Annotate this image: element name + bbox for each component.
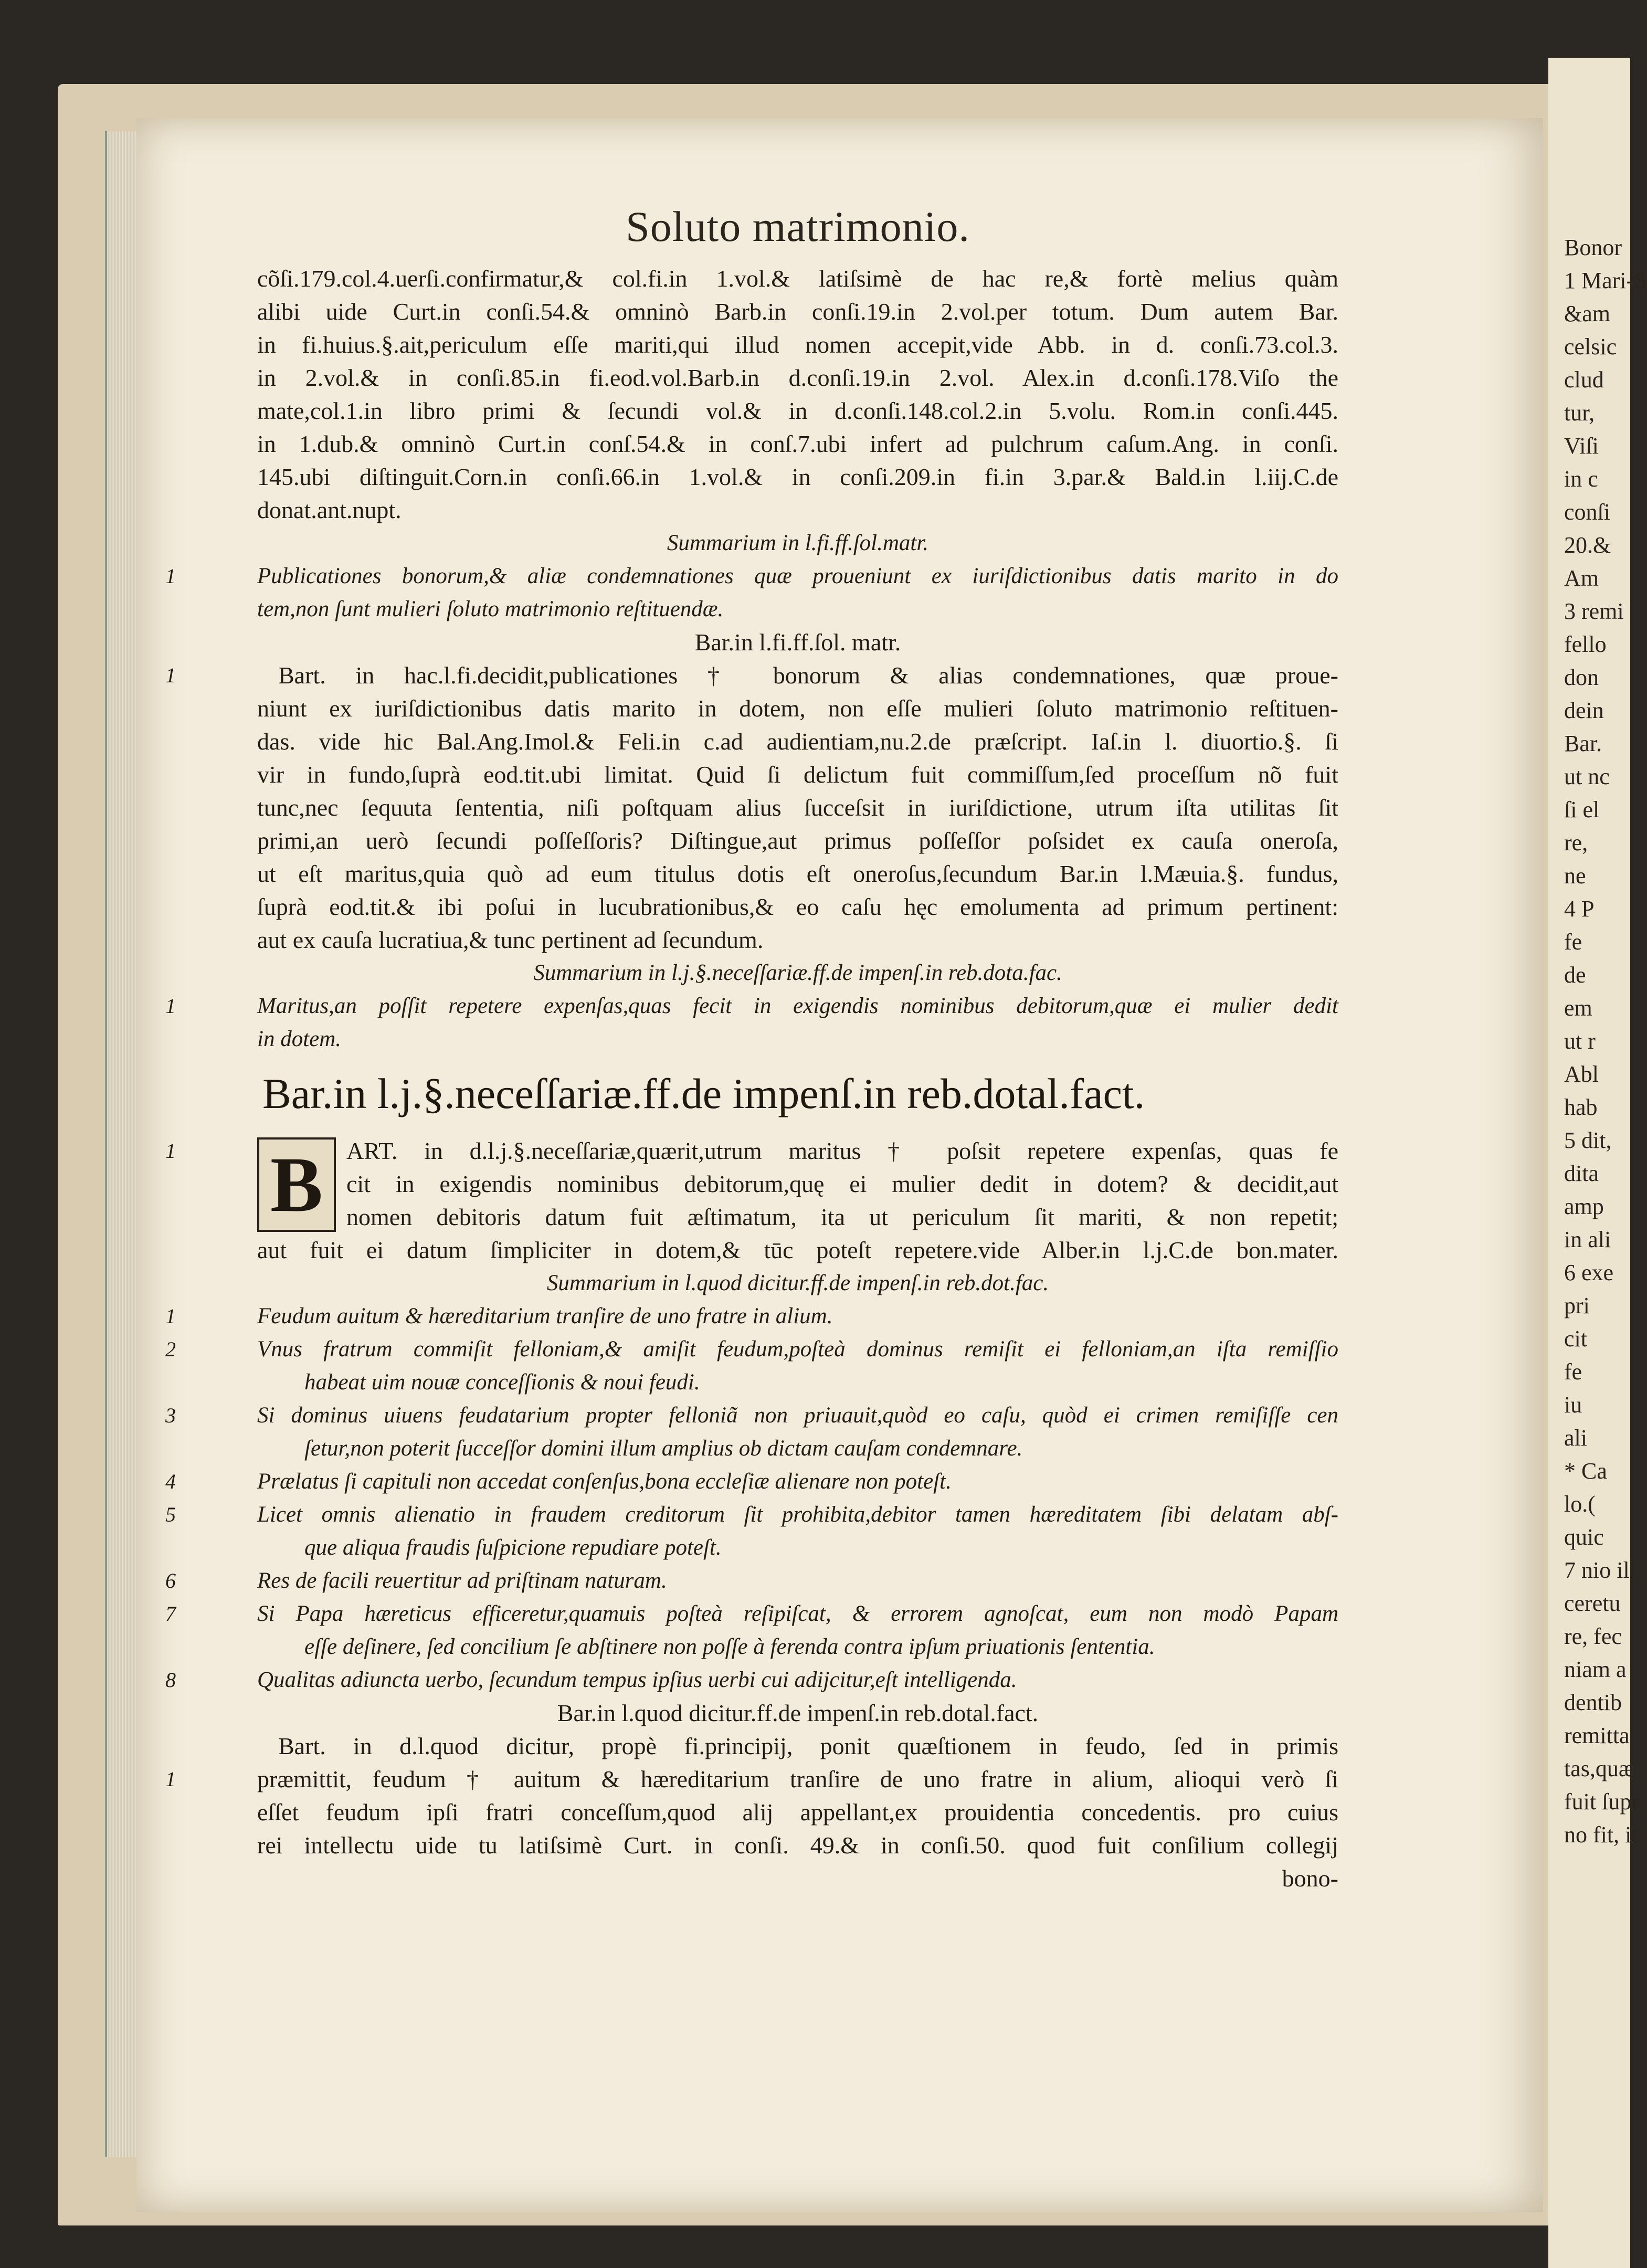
text-line — [257, 1829, 1338, 1862]
facing-page-line: remitta — [1564, 1723, 1630, 1748]
initial-paragraph — [165, 1134, 1338, 1233]
facing-page-line: cit — [1564, 1326, 1587, 1352]
facing-page-line: quic — [1564, 1524, 1604, 1550]
facing-page-line: dein — [1564, 698, 1604, 723]
text-line — [257, 1796, 1338, 1829]
text-line — [257, 427, 1338, 460]
line-text: das. vide hic Bal.Ang.Imol.& Feli.in c.ad audientiam,nu.2.de præſcript. Iaſ.in l. diuortio.§. ſi — [257, 728, 1338, 755]
text-line — [257, 460, 1338, 493]
text-line — [257, 328, 1338, 361]
facing-page-line: hab — [1564, 1094, 1598, 1120]
facing-page-line: dita — [1564, 1161, 1599, 1186]
line-text: Bart. in d.l.quod dicitur, propè fi.principij, ponit quæſtionem in feudo, ſed in primis — [278, 1733, 1338, 1759]
text-line — [257, 1729, 1338, 1763]
facing-page-line: niam a — [1564, 1657, 1627, 1682]
facing-page-line: &am — [1564, 301, 1610, 326]
text-line — [257, 890, 1338, 923]
line-text: cõſi.179.col.4.uerſi.confirmatur,& col.fi.in 1.vol.& latiſsimè de hac re,& fortè melius quàm — [257, 265, 1338, 292]
margin-number: 3 — [165, 1404, 176, 1427]
text-line — [257, 295, 1338, 328]
summary-line — [165, 1465, 1338, 1498]
margin-number: 5 — [165, 1503, 176, 1526]
final-paragraph — [165, 1729, 1338, 1895]
text-line — [257, 824, 1338, 857]
facing-page-line: Bar. — [1564, 731, 1602, 756]
summary-title: Summarium in l.quod dicitur.ff.de impenſ.in reb.dot.fac. — [546, 1271, 1049, 1295]
facing-page-line: lo.( — [1564, 1491, 1596, 1517]
line-text: tunc,nec ſequuta ſententia, niſi poſtquam alius ſucceſsit in iuriſdictione, utrum iſta utilitas ſit — [257, 794, 1338, 821]
facing-page-line: 7 nio ill — [1564, 1557, 1636, 1583]
summary-line — [165, 1333, 1338, 1366]
line-text: alibi uide Curt.in conſi.54.& omninò Barb.in conſi.19.in 2.vol.per totum. Dum autem Bar. — [257, 298, 1338, 325]
facing-page-line: de — [1564, 962, 1586, 988]
facing-page-line: Am — [1564, 565, 1599, 591]
summary-line — [165, 1663, 1338, 1696]
facing-page-line: Viſi — [1564, 433, 1599, 459]
text-line — [257, 857, 1338, 890]
summary-line — [257, 1366, 1338, 1399]
paragraph — [257, 262, 1338, 526]
facing-page-line: clud — [1564, 367, 1604, 393]
line-text: in 1.dub.& omninò Curt.in conſ.54.& in conſ.7.ubi infert ad pulchrum caſum.Ang. in conſi. — [257, 430, 1338, 457]
text-line — [257, 361, 1338, 394]
line-text: aut ex cauſa lucratiua,& tunc pertinent ad ſecundum. — [257, 926, 764, 953]
line-text: que aliqua fraudis ſuſpicione repudiare poteſt. — [304, 1535, 722, 1560]
line-text: mate,col.1.in libro primi & ſecundi vol.& in d.conſi.148.col.2.in 5.volu. Rom.in conſi.445. — [257, 397, 1338, 424]
center-heading: Bar.in l.quod dicitur.ff.de impenſ.in reb.dotal.fact. — [557, 1700, 1039, 1726]
facing-page-line: ut r — [1564, 1028, 1596, 1054]
text-line — [257, 394, 1338, 427]
body-blocks — [165, 262, 1338, 1056]
facing-page-line: tas,quæ — [1564, 1756, 1634, 1781]
facing-page-line: Abl — [1564, 1061, 1599, 1087]
after-initial-line — [257, 1233, 1338, 1267]
section-heading: Bar.in l.j.§.neceſſariæ.ff.de impenſ.in reb.dotal.fact. — [262, 1070, 1145, 1117]
text-line — [257, 692, 1338, 725]
text-line — [165, 659, 1338, 692]
facing-page-line: in c — [1564, 466, 1598, 492]
facing-page-line: 20.& — [1564, 532, 1611, 558]
facing-page-line: tur, — [1564, 400, 1595, 426]
line-text: rei intellectu uide tu latiſsimè Curt. in conſi. 49.& in conſi.50. quod fuit conſilium collegij — [257, 1832, 1338, 1859]
line-text: niunt ex iuriſdictionibus datis marito in dotem, non eſſe mulieri ſoluto matrimonio reſtituen- — [257, 695, 1338, 722]
line-text: cit in exigendis nominibus debitorum,quę ei mulier dedit in dotem? & decidit,aut — [346, 1170, 1338, 1197]
line-text: in 2.vol.& in conſi.85.in fi.eod.vol.Barb.in d.conſi.19.in 2.vol. Alex.in d.conſi.178.Viſo the — [257, 364, 1338, 391]
facing-page-line: 4 P — [1564, 896, 1595, 922]
line-text: in dotem. — [257, 1027, 342, 1051]
line-text: vir in fundo,ſuprà eod.tit.ubi limitat. Quid ſi delictum fuit commiſſum,ſed proceſſum nõ fuit — [257, 761, 1338, 788]
margin-number: 1 — [165, 1139, 176, 1163]
text-line — [165, 1763, 1338, 1796]
facing-page-line: fe — [1564, 1359, 1582, 1385]
margin-number: 6 — [165, 1569, 176, 1592]
line-text: ART. in d.l.j.§.neceſſariæ,quærit,utrum maritus † poſsit repetere expenſas, quas fe — [346, 1137, 1338, 1164]
center-heading: Bar.in l.fi.ff.ſol. matr. — [694, 629, 901, 656]
facing-page-fragment — [1548, 58, 1647, 2268]
paragraph — [165, 659, 1338, 956]
facing-page-line: amp — [1564, 1194, 1604, 1219]
margin-number: 8 — [165, 1668, 176, 1692]
text-line — [257, 1233, 1338, 1267]
line-text: bono- — [1282, 1865, 1338, 1892]
text-line — [257, 1862, 1338, 1895]
line-text: 145.ubi diſtinguit.Corn.in conſi.66.in 1.vol.& in conſi.209.in fi.in 3.par.& Bald.in l.iij.C.de — [257, 463, 1338, 490]
line-text: Si dominus uiuens feudatarium propter felloniã non priuauit,quòd eo caſu, quòd ei crimen remiſiſſe cen — [257, 1403, 1338, 1428]
facing-page-line: re, — [1564, 830, 1588, 856]
facing-page-line: fello — [1564, 631, 1607, 657]
facing-page-line: pri — [1564, 1293, 1590, 1318]
text-line — [165, 560, 1338, 593]
text-line — [257, 593, 1338, 626]
facing-page-line: conſi — [1564, 499, 1610, 525]
text-line — [257, 923, 1338, 956]
facing-page-line: celsic — [1564, 334, 1617, 360]
text-line — [257, 791, 1338, 824]
summary-line — [165, 1300, 1338, 1333]
line-text: donat.ant.nupt. — [257, 497, 402, 523]
facing-page-line: ceretu — [1564, 1590, 1621, 1616]
summary-line — [257, 1531, 1338, 1564]
summary-line — [165, 1597, 1338, 1630]
line-text: ut eſt maritus,quia quò ad eum titulus dotis eſt oneroſus,ſecundum Bar.in l.Mæuia.§. fundus, — [257, 860, 1338, 887]
line-text: ſetur,non poterit ſucceſſor domini illum amplius ob dictam cauſam condemnare. — [304, 1436, 1023, 1461]
line-text: Si Papa hæreticus efficeretur,quamuis poſteà reſipiſcat, & errorem agnoſcat, eum non modò Papam — [257, 1601, 1338, 1626]
margin-number: 4 — [165, 1470, 176, 1493]
line-text: Publicationes bonorum,& aliæ condemnationes quæ proueniunt ex iuriſdictionibus datis marito in do — [257, 564, 1338, 588]
summary-line — [165, 1498, 1338, 1531]
text-line — [257, 725, 1338, 758]
facing-page-line: ali — [1564, 1425, 1587, 1451]
facing-page-line: Bonor — [1564, 235, 1622, 260]
summary-line — [257, 1630, 1338, 1663]
text-line — [257, 758, 1338, 791]
facing-page-line: fe — [1564, 929, 1582, 955]
margin-number: 1 — [165, 1767, 176, 1791]
line-text: ſuprà eod.tit.& ibi poſui in lucubrationibus,& eo caſu hęc emolumenta ad primum pertinent: — [257, 893, 1338, 920]
summary-line — [165, 1399, 1338, 1432]
summary-line — [165, 1564, 1338, 1597]
line-text: aut fuit ei datum ſimpliciter in dotem,& tūc poteſt repetere.vide Alber.in l.j.C.de bon.mater. — [257, 1237, 1338, 1263]
margin-number: 2 — [165, 1337, 176, 1361]
line-text: eſſe deſinere, ſed concilium ſe abſtinere non poſſe à ferenda contra ipſum priuationis ſententia. — [304, 1634, 1155, 1659]
text-line — [257, 1022, 1338, 1056]
text-line — [257, 262, 1338, 295]
line-text: habeat uim nouæ conceſſionis & noui feudi. — [304, 1370, 700, 1395]
facing-page-line: ſi el — [1564, 797, 1600, 822]
running-head: Soluto matrimonio. — [626, 203, 970, 250]
text-line — [165, 1134, 1338, 1167]
line-text: præmittit, feudum † auitum & hæreditarium tranſire de uno fratre in alium, alioqui verò ſi — [257, 1766, 1338, 1792]
line-text: Qualitas adiuncta uerbo, ſecundum tempus ipſius uerbi cui adijcitur,eſt intelligenda. — [257, 1668, 1017, 1692]
line-text: Res de facili reuertitur ad priſtinam naturam. — [257, 1568, 667, 1593]
facing-page-line: don — [1564, 664, 1599, 690]
line-text: Feudum auitum & hæreditarium tranſire de uno fratre in alium. — [257, 1304, 833, 1328]
line-text: Bart. in hac.l.fi.decidit,publicationes † bonorum & alias condemnationes, quæ proue- — [278, 662, 1338, 689]
facing-page-line: iu — [1564, 1392, 1582, 1418]
text-line — [257, 1167, 1338, 1200]
facing-page-line: ne — [1564, 863, 1586, 889]
facing-page-line: dentib — [1564, 1690, 1622, 1715]
page-edges — [105, 131, 139, 2157]
facing-page-line: re, fec — [1564, 1623, 1622, 1649]
text-line — [257, 1200, 1338, 1233]
line-text: Vnus fratrum commiſit felloniam,& amiſit feudum,poſteà dominus remiſit ei felloniam,an iſta remiſſio — [257, 1337, 1338, 1362]
line-text: nomen debitoris datum fuit æſtimatum, ita ut periculum ſit mariti, & non repetit; — [346, 1204, 1338, 1230]
margin-number: 1 — [165, 564, 176, 588]
margin-number: 1 — [165, 663, 176, 687]
decorated-initial: B — [257, 1137, 336, 1232]
summary-list — [165, 1300, 1338, 1696]
facing-page-line: 6 exe — [1564, 1260, 1614, 1285]
text-line — [257, 493, 1338, 526]
initial-lines — [165, 1134, 1338, 1233]
line-text: tem,non ſunt mulieri ſoluto matrimonio reſtituendæ. — [257, 597, 724, 621]
facing-page-line: em — [1564, 995, 1592, 1021]
line-text: Maritus,an poſſit repetere expenſas,quas fecit in exigendis nominibus debitorum,quæ ei mulier dedit — [257, 994, 1338, 1018]
margin-number: 1 — [165, 1304, 176, 1328]
facing-page-line: in ali — [1564, 1227, 1611, 1252]
line-text: in fi.huius.§.ait,periculum eſſe mariti,qui illud nomen accepit,vide Abb. in d. conſi.73.col.3. — [257, 331, 1338, 358]
text-line — [165, 989, 1338, 1022]
facing-page-line: 3 remi — [1564, 598, 1624, 624]
summary-block — [165, 560, 1338, 626]
summary-title: Summarium in l.j.§.neceſſariæ.ff.de impenſ.in reb.dota.fac. — [533, 961, 1062, 985]
summary-title: Summarium in l.fi.ff.ſol.matr. — [667, 531, 929, 555]
facing-page-line: 1 Mari-S — [1564, 268, 1647, 293]
facing-page-line: no fit, it — [1564, 1822, 1638, 1848]
facing-page-line: fuit ſupr — [1564, 1789, 1639, 1815]
line-text: Prælatus ſi capituli non accedat conſenſus,bona eccleſiæ alienare non poteſt. — [257, 1469, 952, 1494]
summary-block — [165, 989, 1338, 1056]
margin-number: 7 — [165, 1602, 176, 1626]
margin-number: 1 — [165, 994, 176, 1018]
facing-page-line: ut nc — [1564, 764, 1610, 789]
text-block — [165, 202, 1338, 1895]
summary-line — [257, 1432, 1338, 1465]
line-text: Licet omnis alienatio in fraudem creditorum ſit prohibita,debitor tamen hæreditatem ſibi delatam abſ- — [257, 1502, 1338, 1527]
facing-page-line: 5 dit, — [1564, 1127, 1612, 1153]
facing-page-line: * Ca — [1564, 1458, 1607, 1484]
line-text: primi,an uerò ſecundi poſſeſſoris? Diſtingue,aut primus poſſeſſor poſsidet ex cauſa oneroſa, — [257, 827, 1338, 854]
line-text: eſſet feudum ipſi fratri conceſſum,quod alij appellant,ex prouidentia concedentis. pro cuius — [257, 1799, 1338, 1826]
